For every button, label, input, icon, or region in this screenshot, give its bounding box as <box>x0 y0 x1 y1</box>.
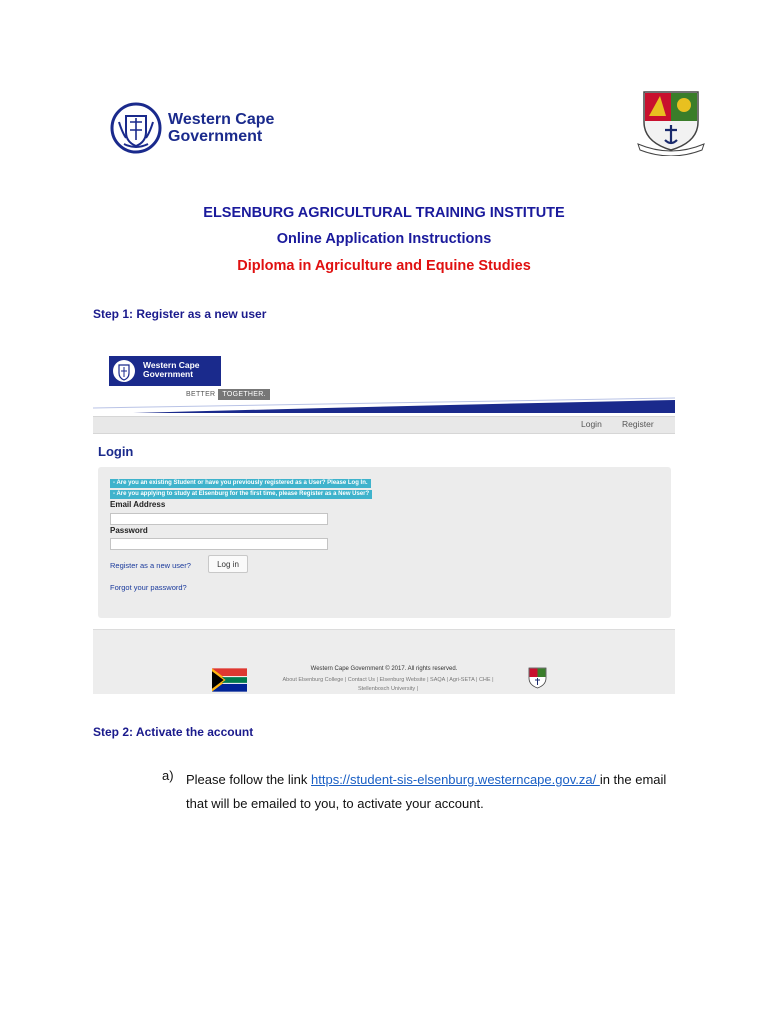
screenshot-top-nav <box>93 416 675 434</box>
login-page-screenshot <box>93 346 675 694</box>
elsenburg-crest-icon <box>527 667 548 689</box>
login-heading: Login <box>98 444 134 459</box>
screenshot-header <box>93 346 675 416</box>
screenshot-wcg-logo <box>109 356 221 386</box>
institute-title: ELSENBURG AGRICULTURAL TRAINING INSTITUTE <box>203 205 565 221</box>
header-swoosh <box>93 386 675 414</box>
instruction-text-before: Please follow the link <box>186 772 312 787</box>
logo-text-line1: Western Cape <box>168 111 275 128</box>
tagline-better: BETTER <box>183 389 218 400</box>
coat-of-arms-icon <box>110 102 162 154</box>
better-together-tagline <box>183 389 270 400</box>
screenshot-logo-line1: Western Cape <box>143 360 200 370</box>
diploma-title: Diploma in Agriculture and Equine Studies <box>237 258 531 274</box>
western-cape-government-logo <box>110 102 300 156</box>
logo-text-line2: Government <box>168 128 263 145</box>
existing-user-notice: - Are you an existing Student or have you previously registered as a User? Please Log In. <box>110 479 371 488</box>
email-field[interactable] <box>110 513 328 525</box>
step-2-heading: Step 2: Activate the account <box>93 725 254 739</box>
instructions-title: Online Application Instructions <box>276 231 492 247</box>
instruction-text-after: in the email that will be emailed to you, to activate your account. <box>186 772 667 811</box>
coat-of-arms-icon <box>112 359 136 383</box>
new-user-notice: - Are you applying to study at Elsenburg for the first time, please Register as a New User? <box>110 490 372 499</box>
register-new-user-link[interactable]: Register as a new user? <box>110 561 191 570</box>
login-form-panel <box>98 467 671 618</box>
step-1-heading: Step 1: Register as a new user <box>93 307 267 321</box>
log-in-button[interactable]: Log in <box>208 555 248 573</box>
password-field[interactable] <box>110 538 328 550</box>
list-marker: a) <box>162 768 174 783</box>
email-label: Email Address <box>110 500 166 509</box>
nav-register-link[interactable]: Register <box>622 419 654 429</box>
footer-links-line2[interactable]: Stellenbosch University | <box>357 686 419 692</box>
forgot-password-link[interactable]: Forgot your password? <box>110 583 187 592</box>
password-label: Password <box>110 526 148 535</box>
tagline-together: TOGETHER. <box>218 389 269 400</box>
activation-link[interactable]: https://student-sis-elsenburg.westerncape.gov.za/ <box>311 772 600 787</box>
screenshot-footer <box>93 629 675 694</box>
nav-login-link[interactable]: Login <box>581 419 602 429</box>
elsenburg-crest-icon <box>636 88 706 156</box>
footer-copyright: Western Cape Government © 2017. All rights reserved. <box>310 666 458 672</box>
screenshot-logo-line2: Government <box>143 369 194 379</box>
footer-links-line1[interactable]: About Elsenburg College | Contact Us | Elsenburg Website | SAQA | Agri-SETA | CHE | <box>282 677 494 683</box>
activation-instruction <box>186 768 676 815</box>
footer-links <box>253 676 523 694</box>
